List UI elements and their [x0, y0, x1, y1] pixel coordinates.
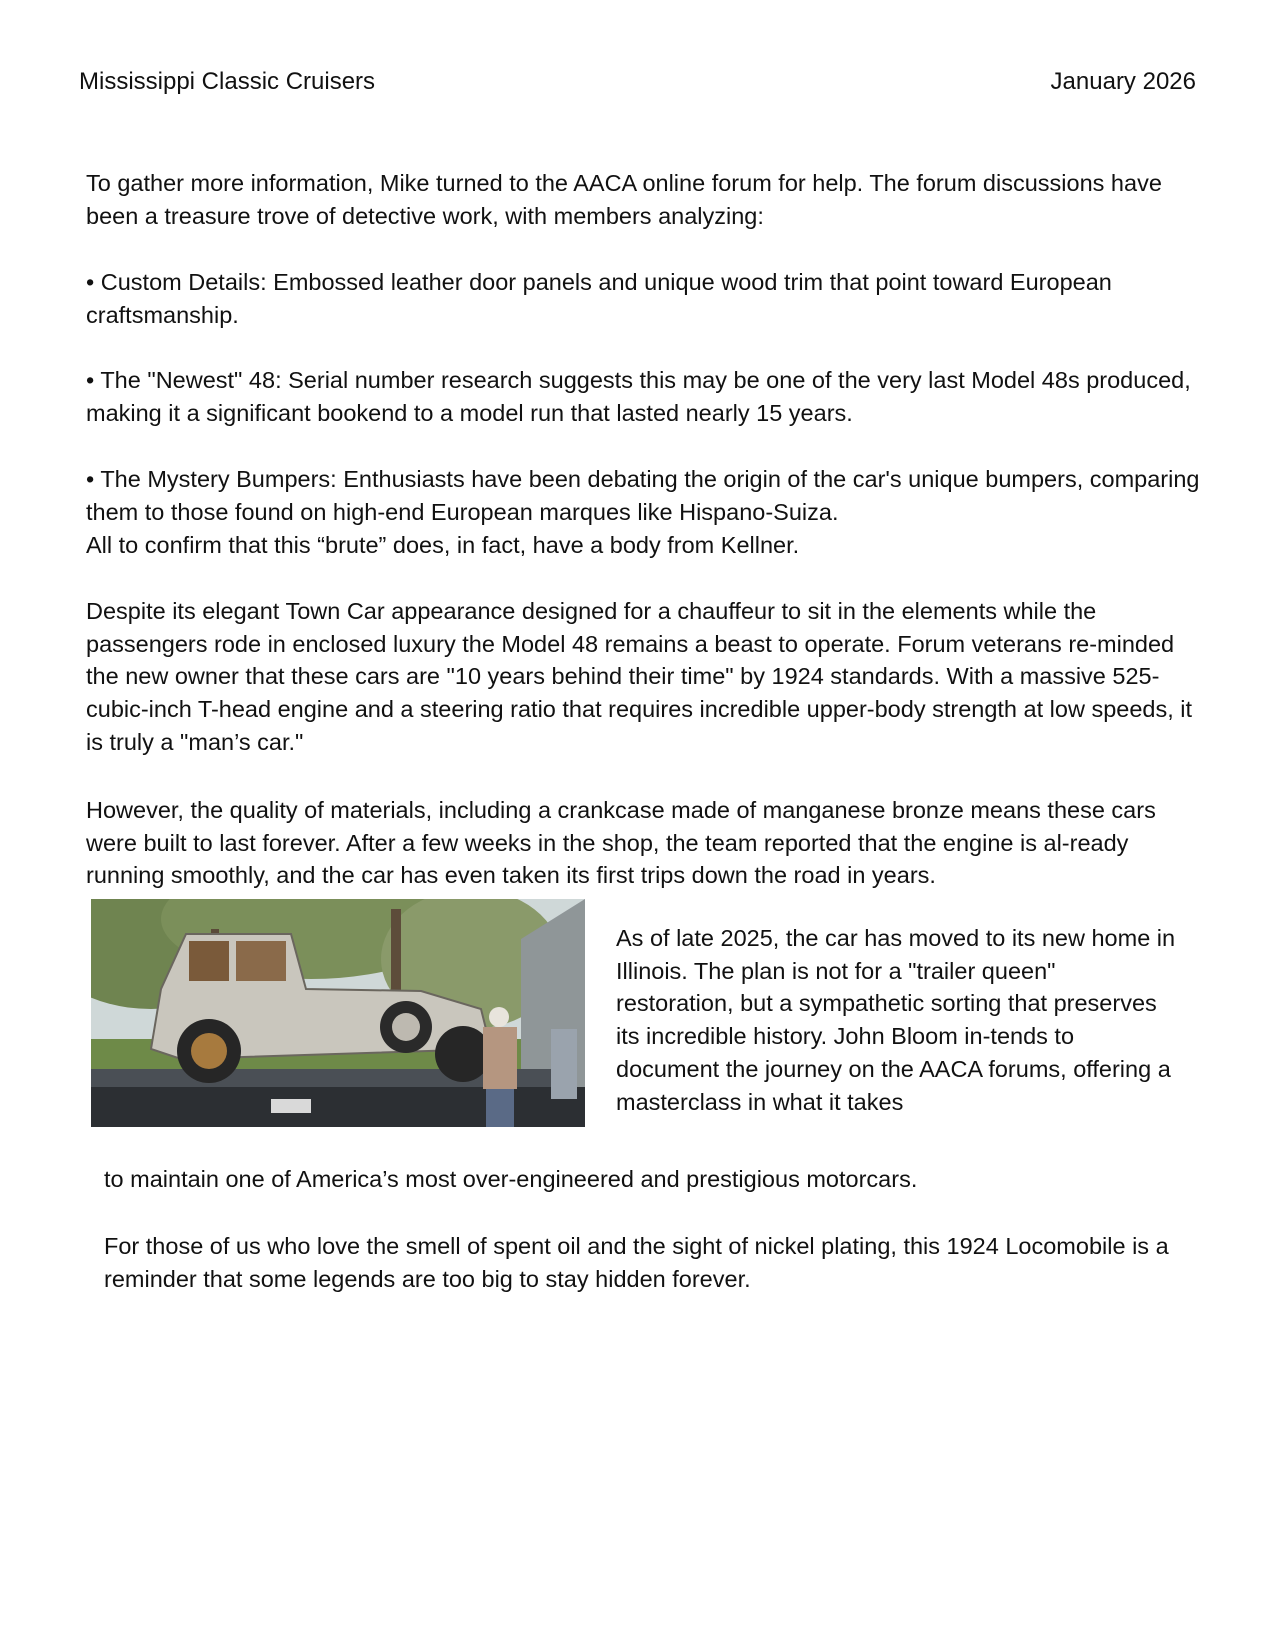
intro-paragraph: To gather more information, Mike turned to the AACA online forum for help. The forum discussions have been a treasure trove of detective work, with members analyzing: [86, 170, 1162, 229]
quality-paragraph: However, the quality of materials, including a crankcase made of manganese bronze means these cars were built to last forever. After a few weeks in the shop, the team reported that the engine is al-ready running smoothly, and the car has even taken its first trips down the road in years. [86, 797, 1156, 889]
issue-date: January 2026 [1050, 68, 1196, 95]
new-home-paragraph: As of late 2025, the car has moved to its new home in Illinois. The plan is not for a "trailer queen" restoration, but a sympathetic sorting that preserves its incredible history. John Bloom in-tends to document the journey on the AACA forums, offering a masterclass in what it takes [616, 925, 1176, 1115]
bullet-mystery-bumpers: • The Mystery Bumpers: Enthusiasts have been debating the origin of the car's unique bumpers, comparing them to those found on high-end European marques like Hispano-Suiza. [86, 466, 1200, 525]
closing-paragraph: For those of us who love the smell of spent oil and the sight of nickel plating, this 1924 Locomobile is a reminder that some legends are too big to stay hidden forever. [104, 1233, 1169, 1292]
car-on-flatbed-photo [91, 899, 585, 1127]
bullet-newest-48: • The "Newest" 48: Serial number research suggests this may be one of the very last Model 48s produced, making it a significant bookend to a model run that lasted nearly 15 years. [86, 367, 1191, 426]
publication-name: Mississippi Classic Cruisers [79, 68, 376, 95]
page-header [79, 68, 1196, 100]
bullet-custom-details: • Custom Details: Embossed leather door panels and unique wood trim that point toward European craftsmanship. [86, 269, 1112, 328]
kellner-confirm-line: All to confirm that this “brute” does, in fact, have a body from Kellner. [86, 532, 800, 558]
beast-paragraph: Despite its elegant Town Car appearance designed for a chauffeur to sit in the elements while the passengers rode in enclosed luxury the Model 48 remains a beast to operate. Forum veterans re-minded the new owner that these cars are "10 years behind their time" by 1924 standards. With a massive 525-cubic-inch T-head engine and a steering ratio that requires incredible upper-body strength at low speeds, it is truly a "man’s car." [86, 598, 1193, 755]
new-home-continuation: to maintain one of America’s most over-engineered and prestigious motorcars. [104, 1166, 918, 1192]
